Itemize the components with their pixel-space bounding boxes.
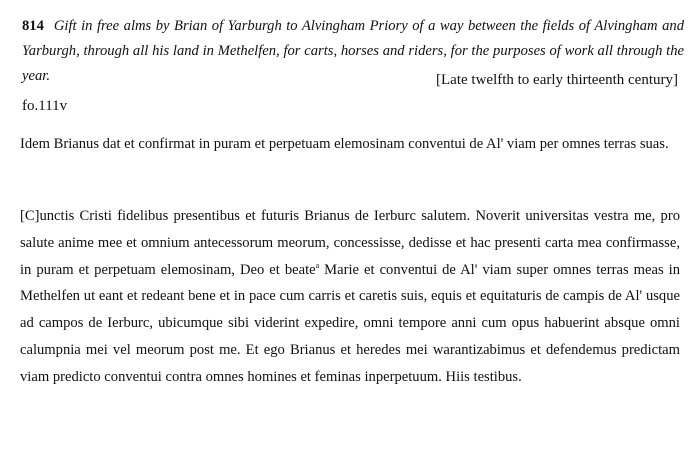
charter-paragraph [20,203,680,391]
footnote-mark: a [315,260,320,270]
charter-text-part-2: Marie et conventui de Al' viam super omnes terras meas in Methelfen ut eant et redeant bene et in pace cum carris et caretis suis, equis et equitaturis de campis de Al' usque ad campos de Ierburc, ubicumque sibi viderint expedire, omni tempore anni cum opus habuerint absque omni calumpnia mei vel meorum post me. Et ego Brianus et heredes mei warantizabimus et defendemus predictam viam predicto conventui contra omnes homines et feminas inperpetuum. Hiis testibus. [20,261,681,385]
charter-text-part-1: [C]unctis Cristi fidelibus presentibus et futuris Brianus de Ierburc salutem. Noverit universitas vestra me, pro salute anime mee et omnium antecessorum meorum, concessisse, dedisse et hac presenti carta mea confirmasse, in puram et perpetuam elemosinam, Deo et beate [20,208,680,278]
entry-date: [Late twelfth to early thirteenth century] [436,72,678,88]
entry-title: Gift in free alms by Brian of Yarburgh to Alvingham Priory of a way between the fields of Alvingham and Yarburgh, through all his land in Methelfen, for carts, horses and riders, for the purposes of work all through the year. [22,18,684,84]
rubric-paragraph: Idem Brianus dat et confirmat in puram et perpetuam elemosinam conventui de Al' viam per omnes terras suas. [20,136,669,152]
folio-reference: fo.111v [22,98,68,114]
entry-number: 814 [22,18,44,34]
